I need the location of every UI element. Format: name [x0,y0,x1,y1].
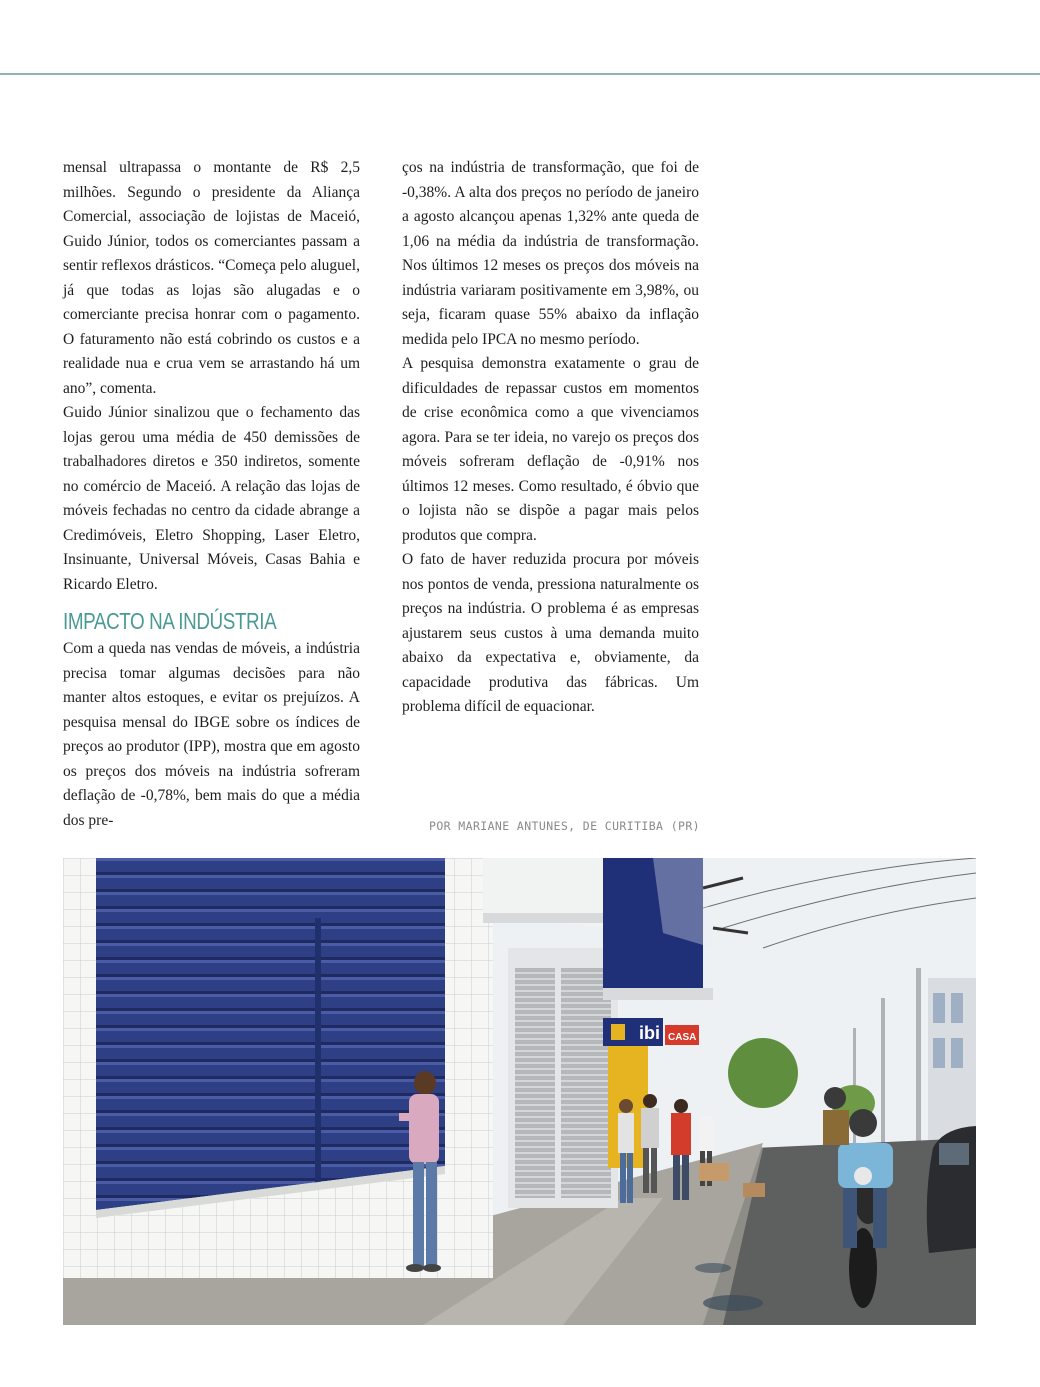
right-column [402,156,699,720]
paragraph: A pesquisa demonstra exatamente o grau de dificuldades de repassar custos em momentos de crise econômica como a que vivenciamos agora. Para se ter ideia, no varejo os preços dos móveis sofreram deflação de -0,91% nos últimos 12 meses. Como resultado, é óbvio que o lojista não se dispõe a pagar mais pelos produtos que compra. [402,355,699,544]
section-heading: IMPACTO NA INDÚSTRIA [63,608,277,634]
top-rule [0,73,1040,75]
paragraph: ços na indústria de transformação, que foi de -0,38%. A alta dos preços no período de janeiro a agosto alcançou apenas 1,32% ante queda de 1,06 na média da indústria de transformação. Nos últimos 12 meses os preços dos móveis na indústria variaram positivamente em 3,98%, ou seja, ficaram quase 55% abaixo da inflação medida pelo IPCA no mesmo período. [402,159,699,348]
byline: POR MARIANE ANTUNES, DE CURITIBA (PR) [429,819,700,833]
street-photo [63,858,976,1325]
sign-casa: CASA [668,1032,697,1043]
sign-ibi: ibi [639,1023,660,1043]
paragraph: mensal ultrapassa o montante de R$ 2,5 milhões. Segundo o presidente da Aliança Comercial, associação de lojistas de Maceió, Guido Júnior, todos os comerciantes passam a sentir reflexos drásticos. “Começa pelo aluguel, já que todas as lojas são alugadas e o comerciante precisa honrar com o pagamento. O faturamento não está cobrindo os custos e a realidade nua e crua vem se arrastando há um ano”, comenta. [63,159,360,397]
paragraph: Com a queda nas vendas de móveis, a indústria precisa tomar algumas decisões para não manter altos estoques, e evitar os prejuízos. A pesquisa mensal do IBGE sobre os índices de preços ao produtor (IPP), mostra que em agosto os preços dos móveis na indústria sofreram deflação de -0,78%, bem mais do que a média dos pre- [63,640,360,829]
left-column [63,156,360,833]
paragraph: Guido Júnior sinalizou que o fechamento das lojas gerou uma média de 450 demissões de trabalhadores diretos e 350 indiretos, somente no comércio de Maceió. A relação das lojas de móveis fechadas no centro da cidade abrange a Credimóveis, Eletro Shopping, Laser Eletro, Insinuante, Universal Móveis, Casas Bahia e Ricardo Eletro. [63,404,360,593]
paragraph: O fato de haver reduzida procura por móveis nos pontos de venda, pressiona naturalmente os preços na indústria. O problema é as empresas ajustarem seus custos à uma demanda muito abaixo da expectativa e, obviamente, da capacidade produtiva das fábricas. Um problema difícil de equacionar. [402,551,699,715]
